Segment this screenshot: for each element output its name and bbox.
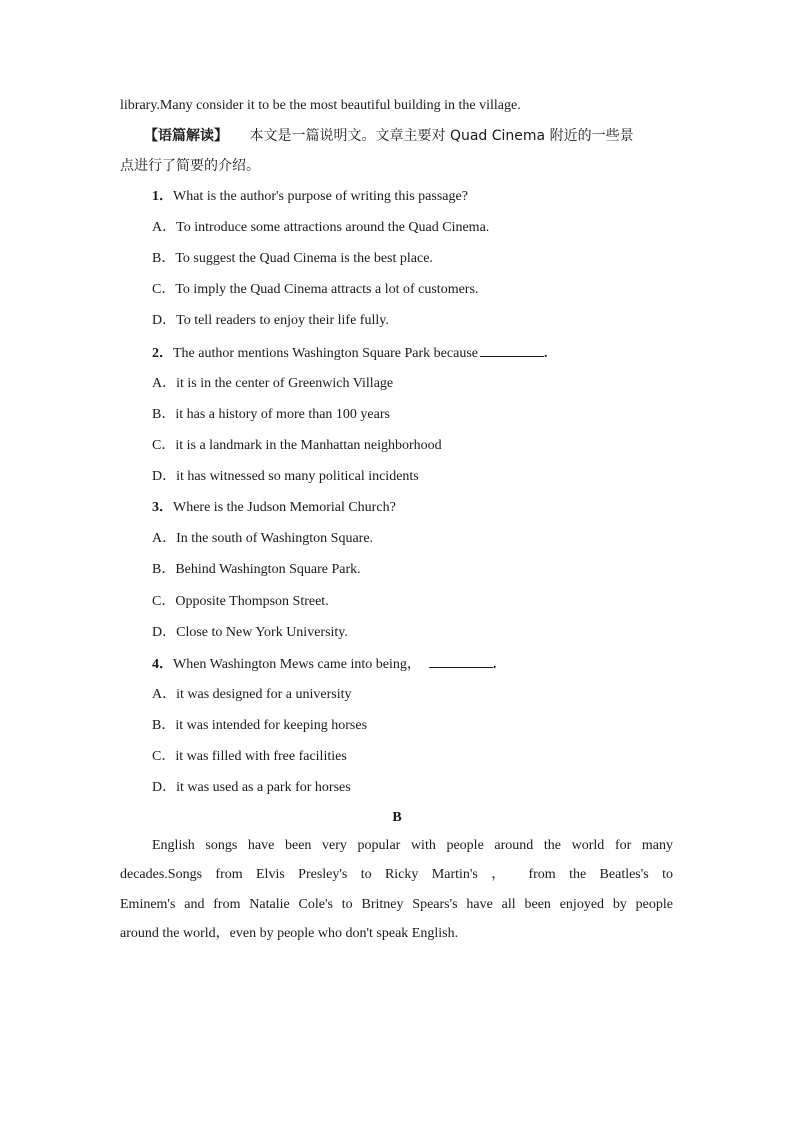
option-4d (152, 778, 351, 798)
passage-line-3: Eminem's and from Natalie Cole's to Britney Spears's have all been enjoyed by people (120, 897, 673, 912)
question-stem: When Washington Mews came into being， (173, 657, 421, 672)
option-letter: B． (152, 251, 176, 266)
option-2d (152, 467, 419, 487)
option-letter: C． (152, 594, 176, 609)
option-letter: D． (152, 625, 177, 640)
option-letter: D． (152, 313, 177, 328)
option-letter: B． (152, 407, 176, 422)
passage-line-2: decades.Songs from Elvis Presley's to Ricky Martin's ， from the Beatles's to (120, 867, 673, 882)
passage-line-1: English songs have been very popular with people around the world for many (152, 838, 673, 853)
option-text: it was used as a park for horses (176, 780, 351, 795)
option-text: it is in the center of Greenwich Village (176, 376, 394, 391)
option-4c (152, 747, 347, 767)
option-3c (152, 592, 329, 612)
passage-line-4: around the world，even by people who don't speak English. (120, 926, 459, 941)
question-stem: The author mentions Washington Square Park because (173, 346, 478, 361)
option-2a (152, 374, 393, 394)
question-end: . (544, 346, 548, 361)
question-1 (152, 187, 468, 207)
option-text: In the south of Washington Square. (176, 531, 374, 546)
option-text: Close to New York University. (176, 625, 348, 640)
option-text: Behind Washington Square Park. (175, 562, 361, 577)
option-3b (152, 560, 361, 580)
question-stem: What is the author's purpose of writing this passage? (173, 189, 468, 204)
question-end: . (492, 657, 497, 672)
option-letter: C． (152, 749, 176, 764)
option-letter: A． (152, 687, 177, 702)
option-letter: A． (152, 376, 177, 391)
option-text: it is a landmark in the Manhattan neighborhood (175, 438, 442, 453)
option-text: it was intended for keeping horses (175, 718, 368, 733)
option-text: it was designed for a university (176, 687, 352, 702)
option-1b (152, 249, 433, 269)
question-number: 3． (152, 500, 173, 515)
analysis-tag: 【语篇解读】 (144, 128, 228, 144)
answer-blank (429, 654, 493, 668)
option-letter: D． (152, 469, 177, 484)
option-text: Opposite Thompson Street. (175, 594, 329, 609)
answer-blank (480, 343, 544, 357)
option-letter: C． (152, 438, 176, 453)
option-letter: C． (152, 282, 176, 297)
option-text: To tell readers to enjoy their life fully. (176, 313, 389, 328)
analysis-line-1 (144, 126, 634, 147)
option-text: it was filled with free facilities (175, 749, 347, 764)
question-number: 4． (152, 657, 173, 672)
section-heading: B (392, 810, 402, 825)
option-letter: B． (152, 718, 176, 733)
option-text: To imply the Quad Cinema attracts a lot of customers. (175, 282, 479, 297)
option-letter: A． (152, 220, 177, 235)
option-2c (152, 436, 442, 456)
intro-tail-text: library.Many consider it to be the most beautiful building in the village. (120, 98, 521, 113)
question-number: 1． (152, 189, 173, 204)
analysis-text-1: 本文是一篇说明文。文章主要对 Quad Cinema 附近的一些景 (249, 128, 634, 144)
option-1a (152, 218, 489, 238)
option-text: it has witnessed so many political incidents (176, 469, 419, 484)
question-4 (152, 654, 496, 675)
option-letter: D． (152, 780, 177, 795)
option-text: To introduce some attractions around the Quad Cinema. (176, 220, 490, 235)
option-3a (152, 529, 373, 549)
question-3 (152, 498, 396, 518)
option-text: it has a history of more than 100 years (175, 407, 390, 422)
option-text: To suggest the Quad Cinema is the best place. (175, 251, 433, 266)
question-number: 2． (152, 346, 173, 361)
option-4b (152, 716, 367, 736)
option-2b (152, 405, 390, 425)
option-4a (152, 685, 351, 705)
option-3d (152, 623, 348, 643)
analysis-line-2: 点进行了简要的介绍。 (120, 158, 260, 174)
question-stem: Where is the Judson Memorial Church? (173, 500, 396, 515)
option-1c (152, 280, 478, 300)
option-letter: B． (152, 562, 176, 577)
option-letter: A． (152, 531, 177, 546)
option-1d (152, 311, 389, 331)
question-2 (152, 343, 548, 364)
